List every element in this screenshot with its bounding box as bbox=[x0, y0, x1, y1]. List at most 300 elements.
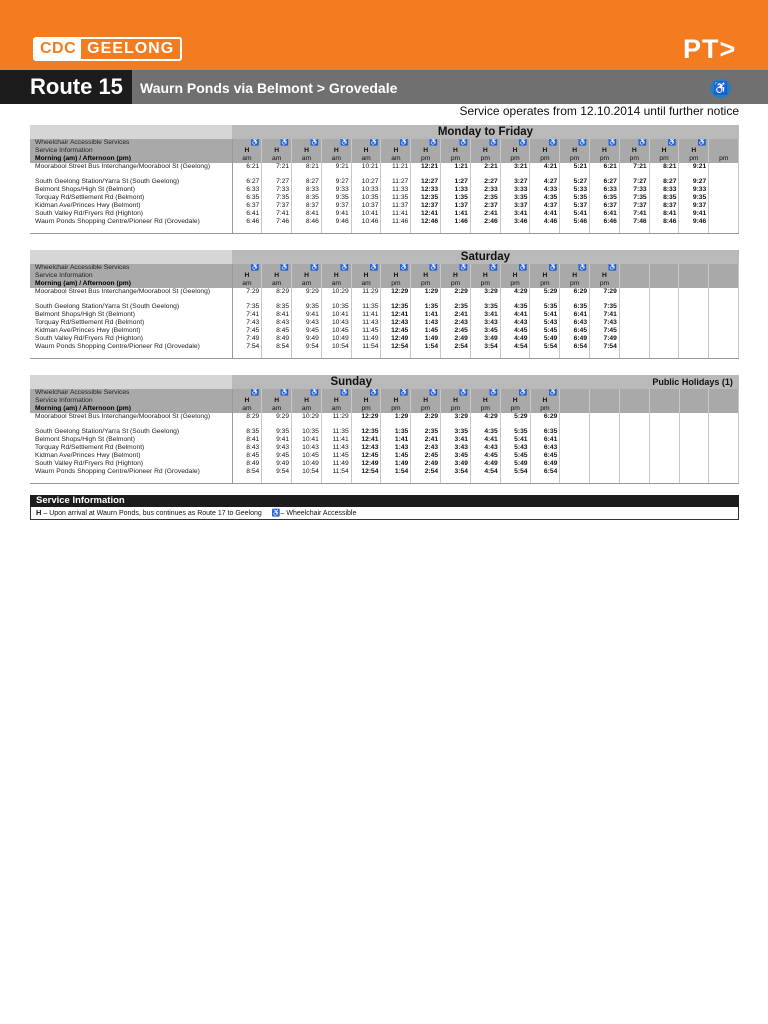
time-cell: 3:49 bbox=[470, 335, 500, 343]
time-cell: pm bbox=[530, 155, 560, 163]
empty-cell bbox=[709, 163, 739, 178]
time-cell: 9:46 bbox=[321, 218, 351, 233]
time-cell: 6:41 bbox=[232, 210, 262, 218]
time-cell: 4:49 bbox=[500, 335, 530, 343]
time-cell: 6:54 bbox=[530, 468, 560, 483]
time-cell bbox=[560, 397, 590, 405]
time-cell: 6:49 bbox=[560, 335, 590, 343]
stop-name: Belmont Shops/High St (Belmont) bbox=[30, 186, 232, 194]
time-cell: H bbox=[351, 397, 381, 405]
empty-cell bbox=[560, 444, 590, 452]
time-cell: 10:45 bbox=[321, 327, 351, 335]
time-cell: 2:43 bbox=[441, 319, 471, 327]
time-cell: 11:45 bbox=[351, 327, 381, 335]
time-cell: 11:41 bbox=[321, 436, 351, 444]
wheelchair-row bbox=[30, 264, 739, 272]
time-cell: H bbox=[441, 147, 471, 155]
time-cell: 10:41 bbox=[321, 311, 351, 319]
time-cell bbox=[709, 389, 739, 397]
time-cell: 4:41 bbox=[470, 436, 500, 444]
empty-cell bbox=[679, 468, 709, 483]
stop-row bbox=[30, 303, 739, 311]
stop-name: Belmont Shops/High St (Belmont) bbox=[30, 311, 232, 319]
time-cell: 7:35 bbox=[262, 194, 292, 202]
time-cell: 3:35 bbox=[470, 303, 500, 311]
empty-cell bbox=[709, 194, 739, 202]
empty-cell bbox=[560, 452, 590, 460]
time-cell: 2:37 bbox=[470, 202, 500, 210]
sunday-title: Sunday bbox=[232, 375, 470, 389]
time-cell: 7:43 bbox=[590, 319, 620, 327]
wheelchair-row-label: Wheelchair Accessible Services bbox=[30, 139, 232, 147]
time-cell: 3:29 bbox=[441, 413, 471, 428]
time-cell: 7:54 bbox=[232, 343, 262, 358]
time-cell: 5:49 bbox=[500, 460, 530, 468]
time-cell: 12:27 bbox=[411, 178, 441, 186]
wheelchair-icon: ♿ bbox=[232, 264, 262, 272]
time-cell: 8:54 bbox=[232, 468, 262, 483]
empty-cell bbox=[679, 327, 709, 335]
time-cell: 5:41 bbox=[500, 436, 530, 444]
time-cell: 2:21 bbox=[470, 163, 500, 178]
time-cell: 5:35 bbox=[560, 194, 590, 202]
time-cell: 8:35 bbox=[292, 194, 322, 202]
time-cell: 4:35 bbox=[470, 428, 500, 436]
time-cell: 7:41 bbox=[619, 210, 649, 218]
time-cell: 9:37 bbox=[679, 202, 709, 210]
time-cell: pm bbox=[500, 280, 530, 288]
empty-cell bbox=[649, 319, 679, 327]
time-cell: 8:27 bbox=[292, 178, 322, 186]
saturday-title: Saturday bbox=[232, 250, 739, 264]
time-cell: 5:37 bbox=[560, 202, 590, 210]
wheelchair-icon: ♿ bbox=[500, 139, 530, 147]
empty-cell bbox=[560, 413, 590, 428]
time-cell: 11:54 bbox=[351, 343, 381, 358]
stop-row bbox=[30, 218, 739, 233]
time-cell: 10:29 bbox=[321, 288, 351, 303]
time-cell: 6:35 bbox=[560, 303, 590, 311]
time-cell: 10:27 bbox=[351, 178, 381, 186]
time-cell: 3:43 bbox=[441, 444, 471, 452]
empty-cell bbox=[679, 460, 709, 468]
time-cell: 8:43 bbox=[232, 444, 262, 452]
time-cell: pm bbox=[590, 280, 620, 288]
time-cell bbox=[619, 389, 649, 397]
stop-name: Moorabool Street Bus Interchange/Moorabool St (Geelong) bbox=[30, 413, 232, 428]
time-cell: 4:37 bbox=[530, 202, 560, 210]
empty-cell bbox=[560, 428, 590, 436]
weekday-timetable bbox=[30, 125, 739, 234]
wheelchair-icon: ♿ bbox=[530, 389, 560, 397]
time-cell: 1:21 bbox=[441, 163, 471, 178]
time-cell bbox=[619, 272, 649, 280]
time-cell: pm bbox=[679, 155, 709, 163]
time-cell: H bbox=[232, 272, 262, 280]
time-cell: 6:33 bbox=[232, 186, 262, 194]
stop-row bbox=[30, 163, 739, 178]
time-cell: H bbox=[500, 147, 530, 155]
time-cell: 1:27 bbox=[441, 178, 471, 186]
time-cell: pm bbox=[619, 155, 649, 163]
time-cell: 7:46 bbox=[262, 218, 292, 233]
empty-cell bbox=[649, 327, 679, 335]
time-cell: 8:35 bbox=[232, 428, 262, 436]
time-cell: H bbox=[530, 147, 560, 155]
stop-name: Waurn Ponds Shopping Centre/Pioneer Rd (Grovedale) bbox=[30, 343, 232, 358]
time-cell: H bbox=[470, 397, 500, 405]
time-cell: 6:43 bbox=[560, 319, 590, 327]
time-cell: H bbox=[441, 272, 471, 280]
time-cell: 6:45 bbox=[560, 327, 590, 335]
time-cell bbox=[649, 264, 679, 272]
wheelchair-icon: ♿ bbox=[262, 389, 292, 397]
time-cell: 12:41 bbox=[351, 436, 381, 444]
time-cell: 12:35 bbox=[381, 303, 411, 311]
wheelchair-icon: ♿ bbox=[560, 264, 590, 272]
time-cell: 8:45 bbox=[262, 327, 292, 335]
time-cell: 9:41 bbox=[262, 436, 292, 444]
time-cell: H bbox=[351, 147, 381, 155]
wheelchair-icon: ♿ bbox=[351, 264, 381, 272]
empty-cell bbox=[709, 218, 739, 233]
time-cell bbox=[590, 397, 620, 405]
stop-name: South Valley Rd/Fryers Rd (Highton) bbox=[30, 335, 232, 343]
empty-cell bbox=[649, 452, 679, 460]
stop-row bbox=[30, 428, 739, 436]
time-cell: 11:49 bbox=[321, 460, 351, 468]
time-cell: 9:35 bbox=[292, 303, 322, 311]
wheelchair-icon: ♿ bbox=[500, 264, 530, 272]
time-cell bbox=[679, 405, 709, 413]
time-cell bbox=[709, 272, 739, 280]
time-cell: 4:45 bbox=[500, 327, 530, 335]
wheelchair-icon: ♿ bbox=[381, 389, 411, 397]
ampm-row bbox=[30, 280, 739, 288]
time-cell: 9:29 bbox=[262, 413, 292, 428]
empty-cell bbox=[649, 303, 679, 311]
service-info-row bbox=[30, 397, 739, 405]
time-cell: 8:54 bbox=[262, 343, 292, 358]
time-cell: 7:41 bbox=[590, 311, 620, 319]
time-cell: 5:45 bbox=[500, 452, 530, 460]
header-bar bbox=[0, 0, 768, 70]
wheelchair-icon: ♿ bbox=[530, 264, 560, 272]
time-cell: 2:29 bbox=[411, 413, 441, 428]
time-cell: 6:46 bbox=[590, 218, 620, 233]
wheelchair-icon: ♿ bbox=[232, 389, 262, 397]
empty-cell bbox=[679, 335, 709, 343]
empty-cell bbox=[649, 335, 679, 343]
wheelchair-icon: ♿ bbox=[381, 264, 411, 272]
time-cell: 9:35 bbox=[321, 194, 351, 202]
empty-cell bbox=[619, 288, 649, 303]
ampm-row-label: Morning (am) / Afternoon (pm) bbox=[30, 155, 232, 163]
empty-cell bbox=[709, 210, 739, 218]
wheelchair-icon: ♿ bbox=[649, 139, 679, 147]
wheelchair-icon: ♿ bbox=[321, 389, 351, 397]
time-cell: 6:33 bbox=[590, 186, 620, 194]
time-cell: 12:49 bbox=[381, 335, 411, 343]
empty-cell bbox=[619, 413, 649, 428]
time-cell: 2:35 bbox=[411, 428, 441, 436]
time-cell: 9:54 bbox=[292, 343, 322, 358]
empty-cell bbox=[709, 343, 739, 358]
saturday-timetable bbox=[30, 250, 739, 359]
time-cell: 9:35 bbox=[679, 194, 709, 202]
time-cell: 10:35 bbox=[351, 194, 381, 202]
time-cell: 6:21 bbox=[590, 163, 620, 178]
time-cell: 10:45 bbox=[292, 452, 322, 460]
empty-cell bbox=[709, 288, 739, 303]
empty-cell bbox=[619, 428, 649, 436]
stop-row bbox=[30, 327, 739, 335]
empty-cell bbox=[649, 343, 679, 358]
time-cell bbox=[709, 280, 739, 288]
time-cell: 5:54 bbox=[500, 468, 530, 483]
time-cell: 11:29 bbox=[321, 413, 351, 428]
empty-cell bbox=[709, 413, 739, 428]
time-cell bbox=[649, 389, 679, 397]
ampm-row bbox=[30, 405, 739, 413]
header-spacer bbox=[30, 250, 232, 264]
time-cell: H bbox=[232, 397, 262, 405]
time-cell: pm bbox=[411, 155, 441, 163]
time-cell bbox=[619, 405, 649, 413]
time-cell bbox=[709, 147, 739, 155]
empty-cell bbox=[709, 436, 739, 444]
empty-cell bbox=[619, 311, 649, 319]
time-cell: 9:49 bbox=[262, 460, 292, 468]
time-cell: 5:41 bbox=[530, 311, 560, 319]
time-cell: H bbox=[679, 147, 709, 155]
time-cell: 12:45 bbox=[381, 327, 411, 335]
time-cell: 7:54 bbox=[590, 343, 620, 358]
time-cell: 5:54 bbox=[530, 343, 560, 358]
time-cell: H bbox=[530, 397, 560, 405]
time-cell: H bbox=[351, 272, 381, 280]
time-cell: 8:29 bbox=[262, 288, 292, 303]
service-info-row-label: Service Information bbox=[30, 397, 232, 405]
time-cell bbox=[679, 280, 709, 288]
wheelchair-icon: ♿ bbox=[232, 139, 262, 147]
time-cell: 10:54 bbox=[321, 343, 351, 358]
time-cell: 2:49 bbox=[441, 335, 471, 343]
stop-name: Kidman Ave/Princes Hwy (Belmont) bbox=[30, 202, 232, 210]
time-cell: 4:54 bbox=[470, 468, 500, 483]
time-cell: 6:45 bbox=[530, 452, 560, 460]
time-cell: 1:45 bbox=[381, 452, 411, 460]
time-cell: 11:21 bbox=[381, 163, 411, 178]
empty-cell bbox=[619, 460, 649, 468]
time-cell: am bbox=[321, 405, 351, 413]
time-cell: 8:37 bbox=[292, 202, 322, 210]
time-cell: pm bbox=[470, 155, 500, 163]
time-cell: 5:27 bbox=[560, 178, 590, 186]
header-spacer bbox=[30, 125, 232, 139]
time-cell: 9:54 bbox=[262, 468, 292, 483]
stop-row bbox=[30, 319, 739, 327]
time-cell: 8:33 bbox=[649, 186, 679, 194]
time-cell: am bbox=[232, 280, 262, 288]
time-cell: 8:37 bbox=[649, 202, 679, 210]
time-cell: 7:49 bbox=[232, 335, 262, 343]
empty-cell bbox=[560, 468, 590, 483]
time-cell: 7:35 bbox=[619, 194, 649, 202]
time-cell: 5:21 bbox=[560, 163, 590, 178]
time-cell: 2:35 bbox=[441, 303, 471, 311]
time-cell: am bbox=[292, 405, 322, 413]
time-cell: 8:45 bbox=[232, 452, 262, 460]
time-cell bbox=[679, 389, 709, 397]
time-cell: 5:35 bbox=[530, 303, 560, 311]
time-cell: 12:41 bbox=[411, 210, 441, 218]
time-cell bbox=[709, 264, 739, 272]
time-cell: pm bbox=[649, 155, 679, 163]
time-cell: 11:35 bbox=[381, 194, 411, 202]
time-cell: H bbox=[232, 147, 262, 155]
time-cell: 11:27 bbox=[381, 178, 411, 186]
wheelchair-icon: ♿ bbox=[710, 79, 731, 98]
empty-cell bbox=[590, 428, 620, 436]
time-cell: 4:29 bbox=[470, 413, 500, 428]
time-cell: 7:35 bbox=[232, 303, 262, 311]
time-cell: 11:45 bbox=[321, 452, 351, 460]
wheelchair-icon: ♿ bbox=[441, 389, 471, 397]
time-cell bbox=[709, 139, 739, 147]
time-cell: 8:21 bbox=[649, 163, 679, 178]
time-cell: H bbox=[560, 147, 590, 155]
time-cell: 2:35 bbox=[470, 194, 500, 202]
time-cell: 3:49 bbox=[441, 460, 471, 468]
time-cell: 9:41 bbox=[292, 311, 322, 319]
time-cell: 10:49 bbox=[292, 460, 322, 468]
time-cell: 10:33 bbox=[351, 186, 381, 194]
time-cell: H bbox=[441, 397, 471, 405]
time-cell: 3:43 bbox=[470, 319, 500, 327]
wheelchair-icon: ♿ bbox=[292, 389, 322, 397]
time-cell: 5:35 bbox=[500, 428, 530, 436]
time-cell: H bbox=[470, 272, 500, 280]
logo-geelong: GEELONG bbox=[87, 40, 175, 57]
empty-cell bbox=[560, 436, 590, 444]
empty-cell bbox=[619, 303, 649, 311]
time-cell: 9:29 bbox=[292, 288, 322, 303]
empty-cell bbox=[619, 335, 649, 343]
time-cell: 9:49 bbox=[292, 335, 322, 343]
time-cell: 7:35 bbox=[590, 303, 620, 311]
time-cell bbox=[649, 397, 679, 405]
header-spacer bbox=[30, 375, 232, 389]
time-cell: 3:54 bbox=[441, 468, 471, 483]
empty-cell bbox=[679, 428, 709, 436]
time-cell: 5:43 bbox=[530, 319, 560, 327]
time-cell: 1:54 bbox=[411, 343, 441, 358]
stop-name: Belmont Shops/High St (Belmont) bbox=[30, 436, 232, 444]
wheelchair-icon: ♿ bbox=[411, 264, 441, 272]
time-cell: H bbox=[292, 397, 322, 405]
time-cell bbox=[590, 405, 620, 413]
time-cell: 1:45 bbox=[411, 327, 441, 335]
wheelchair-icon: ♿ bbox=[560, 139, 590, 147]
time-cell: 10:43 bbox=[292, 444, 322, 452]
stop-name: Kidman Ave/Princes Hwy (Belmont) bbox=[30, 327, 232, 335]
route-description: Waurn Ponds via Belmont > Grovedale bbox=[140, 80, 398, 96]
time-cell: H bbox=[262, 147, 292, 155]
time-cell: 12:29 bbox=[381, 288, 411, 303]
time-cell: 4:41 bbox=[500, 311, 530, 319]
time-cell: 1:29 bbox=[411, 288, 441, 303]
time-cell: 1:54 bbox=[381, 468, 411, 483]
service-info-heading: Service Information bbox=[30, 495, 739, 507]
time-cell: pm bbox=[381, 405, 411, 413]
time-cell bbox=[560, 389, 590, 397]
service-info-row-label: Service Information bbox=[30, 272, 232, 280]
time-cell: 7:45 bbox=[590, 327, 620, 335]
time-cell: 6:37 bbox=[232, 202, 262, 210]
stop-name: South Geelong Station/Yarra St (South Geelong) bbox=[30, 428, 232, 436]
time-cell: pm bbox=[530, 280, 560, 288]
wheelchair-icon: ♿ bbox=[590, 139, 620, 147]
time-cell: 7:41 bbox=[232, 311, 262, 319]
empty-cell bbox=[679, 303, 709, 311]
time-cell: am bbox=[321, 280, 351, 288]
time-cell: 2:43 bbox=[411, 444, 441, 452]
time-cell: 7:21 bbox=[619, 163, 649, 178]
stop-row bbox=[30, 178, 739, 186]
time-cell: H bbox=[381, 147, 411, 155]
empty-cell bbox=[679, 343, 709, 358]
time-cell: 4:49 bbox=[470, 460, 500, 468]
empty-cell bbox=[649, 311, 679, 319]
empty-cell bbox=[679, 436, 709, 444]
time-cell: pm bbox=[441, 280, 471, 288]
time-cell: 12:54 bbox=[381, 343, 411, 358]
time-cell: am bbox=[321, 155, 351, 163]
time-cell: H bbox=[500, 272, 530, 280]
time-cell: 1:41 bbox=[381, 436, 411, 444]
time-cell: 4:35 bbox=[500, 303, 530, 311]
time-cell: 12:35 bbox=[411, 194, 441, 202]
time-cell: H bbox=[262, 272, 292, 280]
time-cell: 3:46 bbox=[500, 218, 530, 233]
time-cell bbox=[619, 397, 649, 405]
empty-cell bbox=[709, 335, 739, 343]
time-cell: 7:29 bbox=[232, 288, 262, 303]
empty-cell bbox=[560, 460, 590, 468]
time-cell: H bbox=[411, 397, 441, 405]
time-cell bbox=[679, 397, 709, 405]
time-cell: 2:41 bbox=[470, 210, 500, 218]
time-cell: 1:35 bbox=[381, 428, 411, 436]
time-cell: H bbox=[590, 147, 620, 155]
wheelchair-icon: ♿ bbox=[292, 264, 322, 272]
empty-cell bbox=[590, 444, 620, 452]
time-cell: 6:41 bbox=[590, 210, 620, 218]
time-cell: 6:41 bbox=[560, 311, 590, 319]
empty-cell bbox=[619, 327, 649, 335]
time-cell: 9:41 bbox=[679, 210, 709, 218]
time-cell: 2:33 bbox=[470, 186, 500, 194]
empty-cell bbox=[649, 428, 679, 436]
time-cell: 1:41 bbox=[411, 311, 441, 319]
time-cell: 8:41 bbox=[232, 436, 262, 444]
empty-cell bbox=[709, 468, 739, 483]
empty-cell bbox=[619, 343, 649, 358]
empty-cell bbox=[619, 468, 649, 483]
time-cell: 3:35 bbox=[500, 194, 530, 202]
service-info-row bbox=[30, 272, 739, 280]
